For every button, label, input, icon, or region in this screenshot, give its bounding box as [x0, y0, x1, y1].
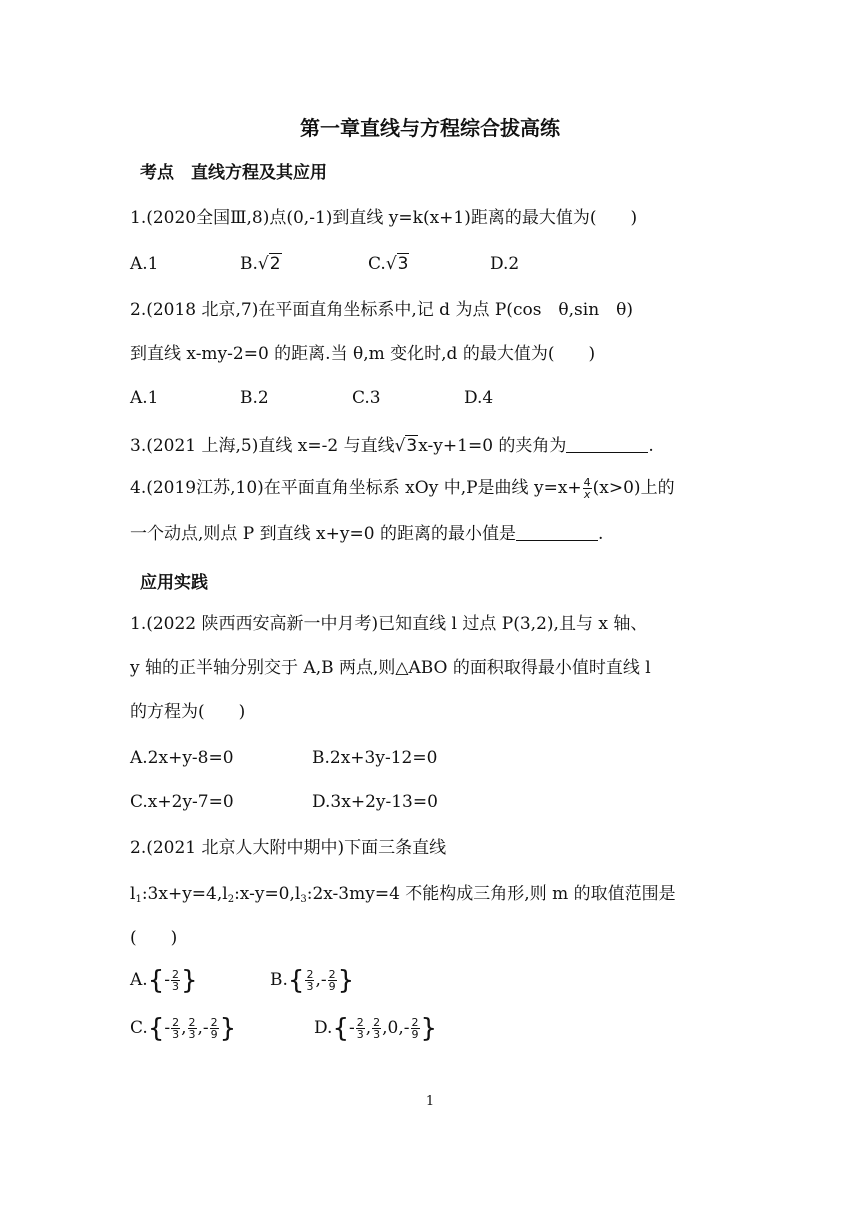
- question-4-line2: 一个动点,则点 P 到直线 x+y=0 的距离的最小值是 .: [130, 524, 604, 544]
- q1-option-a: A.1: [130, 254, 159, 274]
- q1-option-d: D.2: [490, 254, 520, 274]
- section-heading-1: 考点 直线方程及其应用: [140, 163, 327, 183]
- p2-option-d: D.{- $\frac{2}{3}$ , $\frac{2}{3}$ ,0,- $\frac{2}{9}$ }: [314, 1013, 438, 1044]
- answer-blank: [566, 436, 648, 453]
- practice-1-line3: 的方程为( ): [130, 702, 246, 722]
- practice-1-line2: y 轴的正半轴分别交于 A,B 两点,则△ABO 的面积取得最小值时直线 l: [130, 658, 651, 678]
- question-2-line2: 到直线 x-my-2=0 的距离.当 θ,m 变化时,d 的最大值为( ): [130, 344, 596, 364]
- p2-option-a: A.{- $\frac{2}{3}$ }: [130, 965, 198, 996]
- q1-option-c: C.√3: [368, 254, 409, 274]
- p1-option-d: D.3x+2y-13=0: [312, 792, 438, 812]
- q2-option-c: C.3: [352, 388, 381, 408]
- p2-option-c: C.{- $\frac{2}{3}$ , $\frac{2}{3}$ ,- $\frac{2}{9}$ }: [130, 1013, 237, 1044]
- section-heading-2: 应用实践: [140, 573, 208, 593]
- p1-option-a: A.2x+y-8=0: [130, 748, 234, 768]
- q1-option-b: B.√2: [240, 254, 281, 274]
- practice-2-line3: ( ): [130, 928, 178, 948]
- question-1-stem: 1.(2020全国Ⅲ,8)点(0,-1)到直线 y=k(x+1)距离的最大值为( ): [130, 208, 638, 228]
- p2-option-b: B.{ $\frac{2}{3}$ ,- $\frac{2}{9}$ }: [270, 965, 355, 996]
- question-3: 3.(2021 上海,5)直线 x=-2 与直线√3x-y+1=0 的夹角为 .: [130, 436, 654, 456]
- p1-option-c: C.x+2y-7=0: [130, 792, 234, 812]
- practice-2-line1: 2.(2021 北京人大附中期中)下面三条直线: [130, 838, 447, 858]
- page-number: 1: [425, 1094, 435, 1109]
- p1-option-b: B.2x+3y-12=0: [312, 748, 438, 768]
- question-2-line1: 2.(2018 北京,7)在平面直角坐标系中,记 d 为点 P(cos θ,sin θ): [130, 300, 634, 320]
- q2-option-b: B.2: [240, 388, 269, 408]
- practice-2-line2: $l_1:3x+y=4,l_2:x-y=0,l_3:2x-3my=4$ 不能构成三角形,则 m 的取值范围是: [130, 884, 676, 905]
- practice-1-line1: 1.(2022 陕西西安高新一中月考)已知直线 l 过点 P(3,2),且与 x 轴、: [130, 614, 648, 634]
- question-4-line1: 4.(2019江苏,10)在平面直角坐标系 xOy 中,P是曲线 y=x+ $\frac{4}{x}$ (x>0)上的: [130, 476, 675, 501]
- q2-option-a: A.1: [130, 388, 159, 408]
- answer-blank: [516, 524, 598, 541]
- page-title: 第一章直线与方程综合拔高练: [300, 116, 560, 140]
- q2-option-d: D.4: [464, 388, 494, 408]
